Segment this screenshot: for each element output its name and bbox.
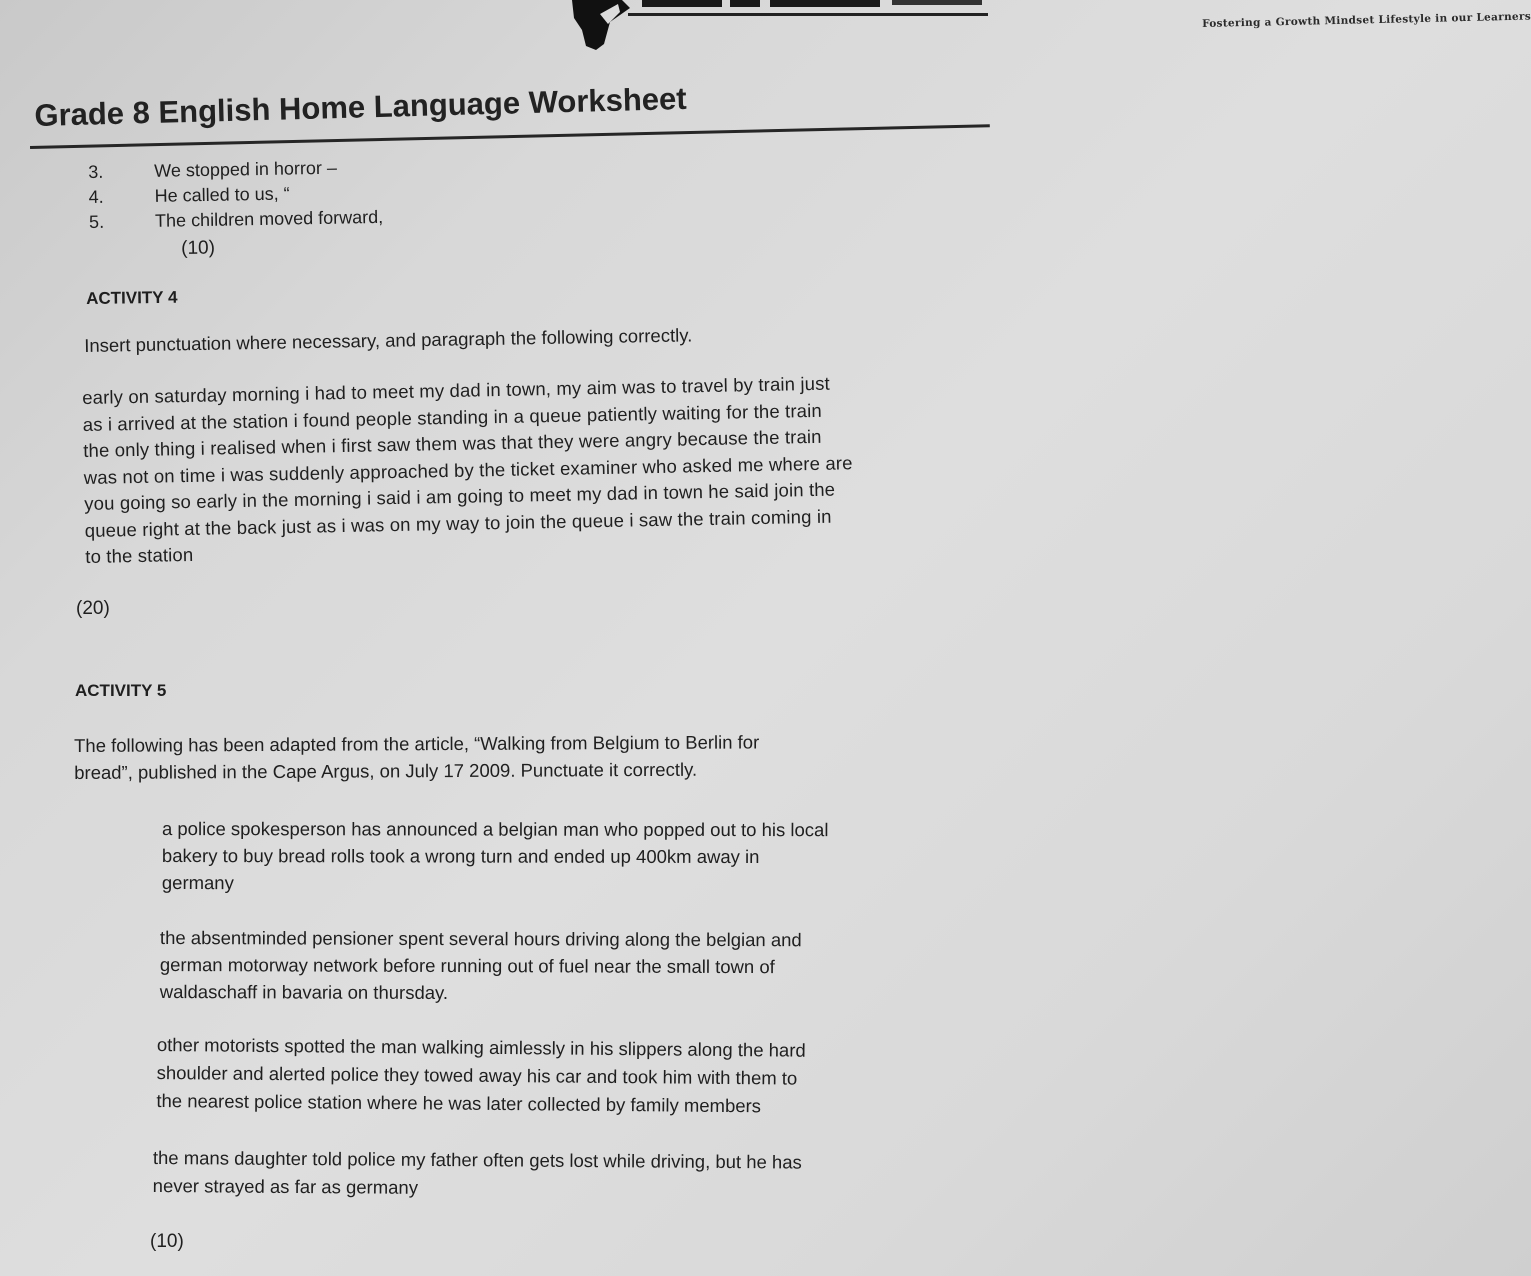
page-title: Grade 8 English Home Language Worksheet	[34, 80, 688, 133]
activity5-heading: ACTIVITY 5	[75, 681, 167, 700]
activity5-paragraph-2	[160, 924, 802, 1007]
passage-line: queue right at the back just as i was on my way to join the queue i saw the train coming in	[84, 505, 832, 541]
intro-line: bread”, published in the Cape Argus, on July 17 2009. Punctuate it correctly.	[74, 758, 698, 783]
item-text: The children moved forward,	[154, 206, 384, 231]
list-item	[89, 205, 384, 235]
passage-line: you going so early in the morning i said i am going to meet my dad in town he said join the	[84, 478, 836, 514]
activity4-instruction: Insert punctuation where necessary, and paragraph the following correctly.	[84, 324, 693, 356]
paragraph-line: the absentminded pensioner spent several hours driving along the belgian and	[159, 927, 802, 951]
intro-line: The following has been adapted from the article, “Walking from Belgium to Berlin for	[74, 731, 760, 756]
activity4-mark: (20)	[76, 598, 110, 619]
paragraph-line: a police spokesperson has announced a belgian man who popped out to his local	[161, 818, 829, 841]
item-text: We stopped in horror –	[154, 157, 338, 181]
activity4-passage	[82, 370, 854, 570]
passage-line: as i arrived at the station i found people standing in a queue patiently waiting for the train	[82, 399, 822, 435]
item-number: 4.	[88, 186, 104, 207]
logo	[570, 0, 1531, 55]
paragraph-line: germany	[161, 871, 234, 894]
paragraph-line: bakery to buy bread rolls took a wrong turn and ended up 400km away in	[161, 844, 760, 868]
item-number: 5.	[88, 211, 105, 232]
activity3-mark: (10)	[181, 237, 216, 259]
passage-line: to the station	[85, 543, 194, 567]
passage-line: was not on time i was suddenly approached by the ticket examiner who asked me where are	[83, 451, 853, 488]
paragraph-line: german motorway network before running out of fuel near the small town of	[159, 953, 775, 978]
paragraph-line: never strayed as far as germany	[152, 1174, 419, 1198]
paragraph-line: the nearest police station where he was later collected by family members	[156, 1089, 762, 1117]
item-text: He called to us, “	[154, 183, 290, 206]
paragraph-line: waldaschaff in bavaria on thursday.	[159, 980, 449, 1004]
activity5-paragraph-3	[156, 1031, 806, 1121]
activity3-items	[88, 155, 383, 235]
activity5-paragraph-1	[162, 815, 829, 897]
activity5-intro	[74, 729, 759, 786]
activity5-mark: (10)	[150, 1231, 184, 1252]
paragraph-line: shoulder and alerted police they towed away his car and took him with them to	[156, 1061, 798, 1089]
paragraph-line: the mans daughter told police my father often gets lost while driving, but he has	[152, 1146, 802, 1173]
logo-tagline: Fostering a Growth Mindset Lifestyle in our Learners	[1202, 10, 1531, 30]
passage-line: early on saturday morning i had to meet my dad in town, my aim was to travel by train just	[82, 372, 830, 408]
logo-graphic	[570, 0, 1013, 55]
passage-line: the only thing i realised when i first saw them was that they were angry because the train	[83, 425, 822, 461]
activity4-heading: ACTIVITY 4	[86, 287, 178, 308]
activity5-paragraph-4	[153, 1144, 802, 1205]
item-number: 3.	[88, 161, 104, 182]
paragraph-line: other motorists spotted the man walking aimlessly in his slippers along the hard	[156, 1033, 806, 1061]
